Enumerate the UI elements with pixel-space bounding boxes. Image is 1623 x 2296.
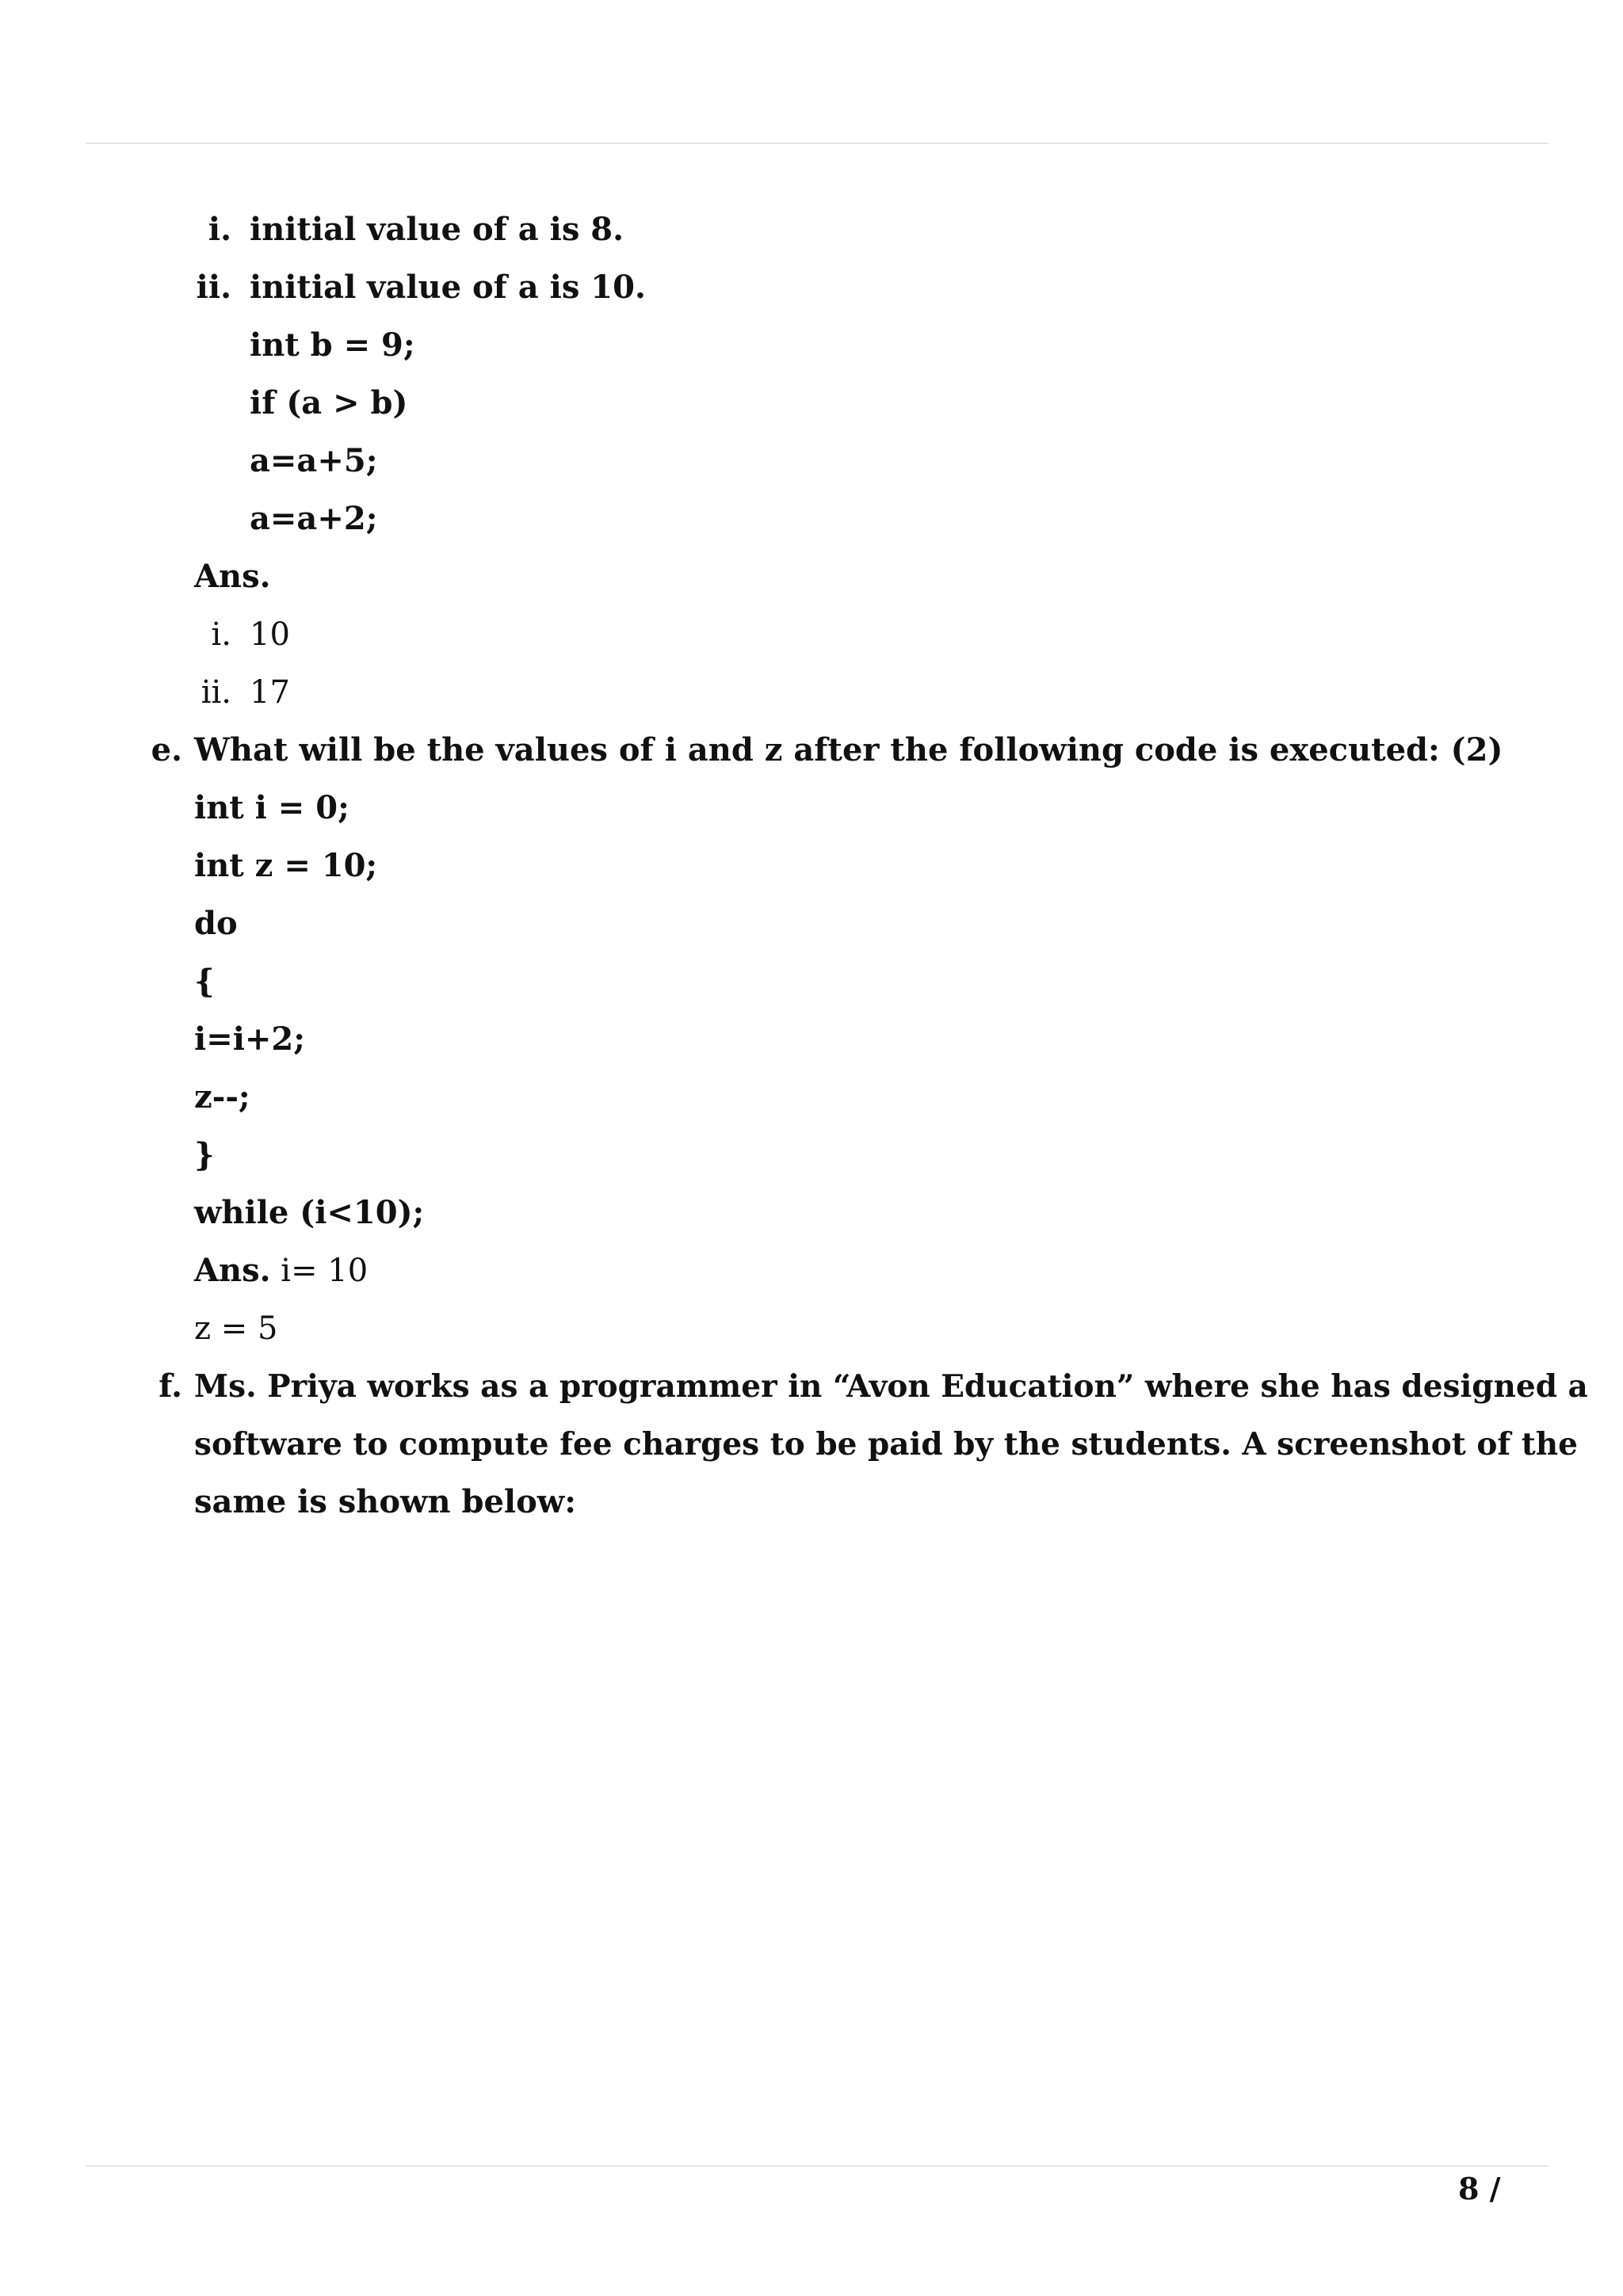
code-line: a=a+5; (250, 442, 378, 479)
answer-value: z = 5 (194, 1310, 278, 1347)
code-line: do (194, 905, 238, 942)
answer-marker: ii. (200, 674, 231, 711)
code-line: z--; (194, 1078, 250, 1116)
case-text: initial value of a is 10. (250, 269, 646, 306)
answer-value: 10 (250, 616, 290, 653)
answer-label: Ans. (194, 1252, 271, 1289)
code-line: } (194, 1136, 215, 1173)
case-text: initial value of a is 8. (250, 211, 624, 248)
answer-e (194, 1251, 368, 1291)
header-rule (86, 143, 1549, 144)
code-line: int i = 0; (194, 789, 349, 826)
question-marker: e. (151, 731, 182, 769)
answer-value: 17 (250, 674, 290, 711)
question-text: What will be the values of i and z after the following code is executed: (2) (194, 731, 1503, 769)
answer-value: i= 10 (281, 1253, 369, 1289)
answer-marker: i. (211, 616, 231, 653)
case-marker: ii. (196, 269, 231, 306)
code-line: int b = 9; (250, 326, 415, 364)
question-text: same is shown below: (194, 1483, 576, 1520)
code-line: i=i+2; (194, 1020, 306, 1058)
code-line: { (194, 963, 215, 1000)
case-marker: i. (208, 211, 231, 248)
question-text: software to compute fee charges to be paid by the students. A screenshot of the (194, 1426, 1578, 1463)
code-line: if (a > b) (250, 384, 408, 421)
footer-rule (86, 2165, 1549, 2167)
code-line: while (i<10); (194, 1194, 425, 1231)
code-line: a=a+2; (250, 500, 378, 537)
question-marker: f. (158, 1367, 182, 1405)
answer-label: Ans. (194, 558, 271, 595)
code-line: int z = 10; (194, 847, 378, 884)
question-text: Ms. Priya works as a programmer in “Avon Education” where she has designed a (194, 1368, 1588, 1405)
page-number: 8 / (1458, 2171, 1501, 2206)
